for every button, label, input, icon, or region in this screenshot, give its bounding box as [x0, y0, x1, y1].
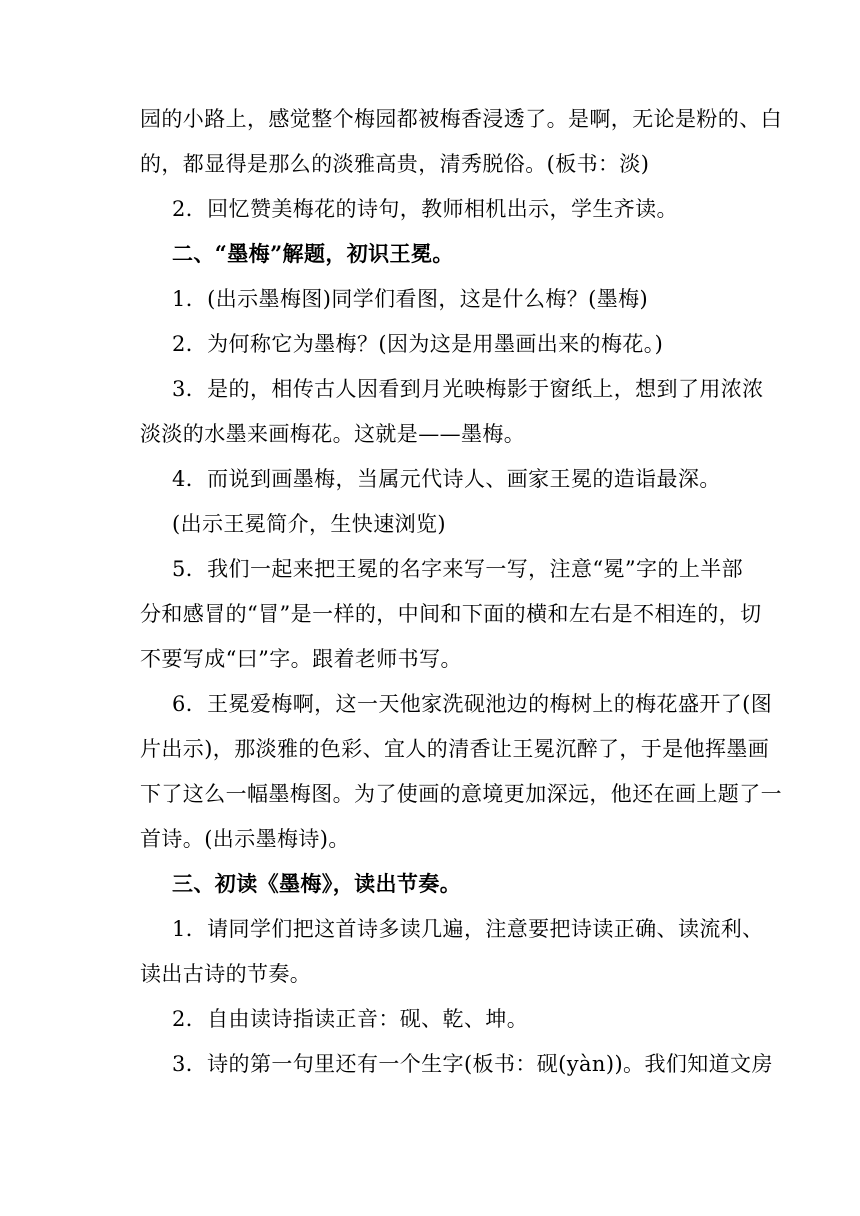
- text-line: 首诗。(出示墨梅诗)。: [140, 827, 350, 851]
- text-line: 5．我们一起来把王冕的名字来写一写，注意“冕”字的上半部: [172, 557, 744, 581]
- text-line: 下了这么一幅墨梅图。为了使画的意境更加深远，他还在画上题了一: [140, 782, 782, 806]
- text-line: 1．请同学们把这首诗多读几遍，注意要把诗读正确、读流利、: [172, 917, 764, 941]
- text-line: 的，都显得是那么的淡雅高贵，清秀脱俗。(板书：淡): [140, 152, 650, 176]
- text-line: 分和感冒的“冒”是一样的，中间和下面的横和左右是不相连的，切: [140, 602, 762, 626]
- text-line: 2．自由读诗指读正音：砚、乾、坤。: [172, 1007, 529, 1031]
- text-line: 2．为何称它为墨梅？(因为这是用墨画出来的梅花。): [172, 332, 664, 356]
- text-line: 3．是的，相传古人因看到月光映梅影于窗纸上，想到了用浓浓: [172, 377, 764, 401]
- text-line: 3．诗的第一句里还有一个生字(板书：砚(yàn))。我们知道文房: [172, 1052, 773, 1076]
- text-line: 片出示)，那淡雅的色彩、宜人的清香让王冕沉醉了，于是他挥墨画: [140, 737, 770, 761]
- text-line: 1．(出示墨梅图)同学们看图，这是什么梅？(墨梅): [172, 287, 649, 311]
- text-line: 4．而说到画墨梅，当属元代诗人、画家王冕的造诣最深。: [172, 467, 721, 491]
- text-line: 淡淡的水墨来画梅花。这就是——墨梅。: [140, 422, 526, 446]
- text-line: 2．回忆赞美梅花的诗句，教师相机出示，学生齐读。: [172, 197, 678, 221]
- text-line: (出示王冕简介，生快速浏览): [172, 512, 446, 536]
- text-line: 6．王冕爱梅啊，这一天他家洗砚池边的梅树上的梅花盛开了(图: [172, 692, 773, 716]
- section-heading: 三、初读《墨梅》，读出节奏。: [172, 871, 462, 896]
- section-heading: 二、“墨梅”解题，初识王冕。: [172, 241, 454, 266]
- text-line: 读出古诗的节奏。: [140, 962, 312, 986]
- text-line: 园的小路上，感觉整个梅园都被梅香浸透了。是啊，无论是粉的、白: [140, 107, 782, 131]
- text-line: 不要写成“曰”字。跟着老师书写。: [140, 647, 462, 671]
